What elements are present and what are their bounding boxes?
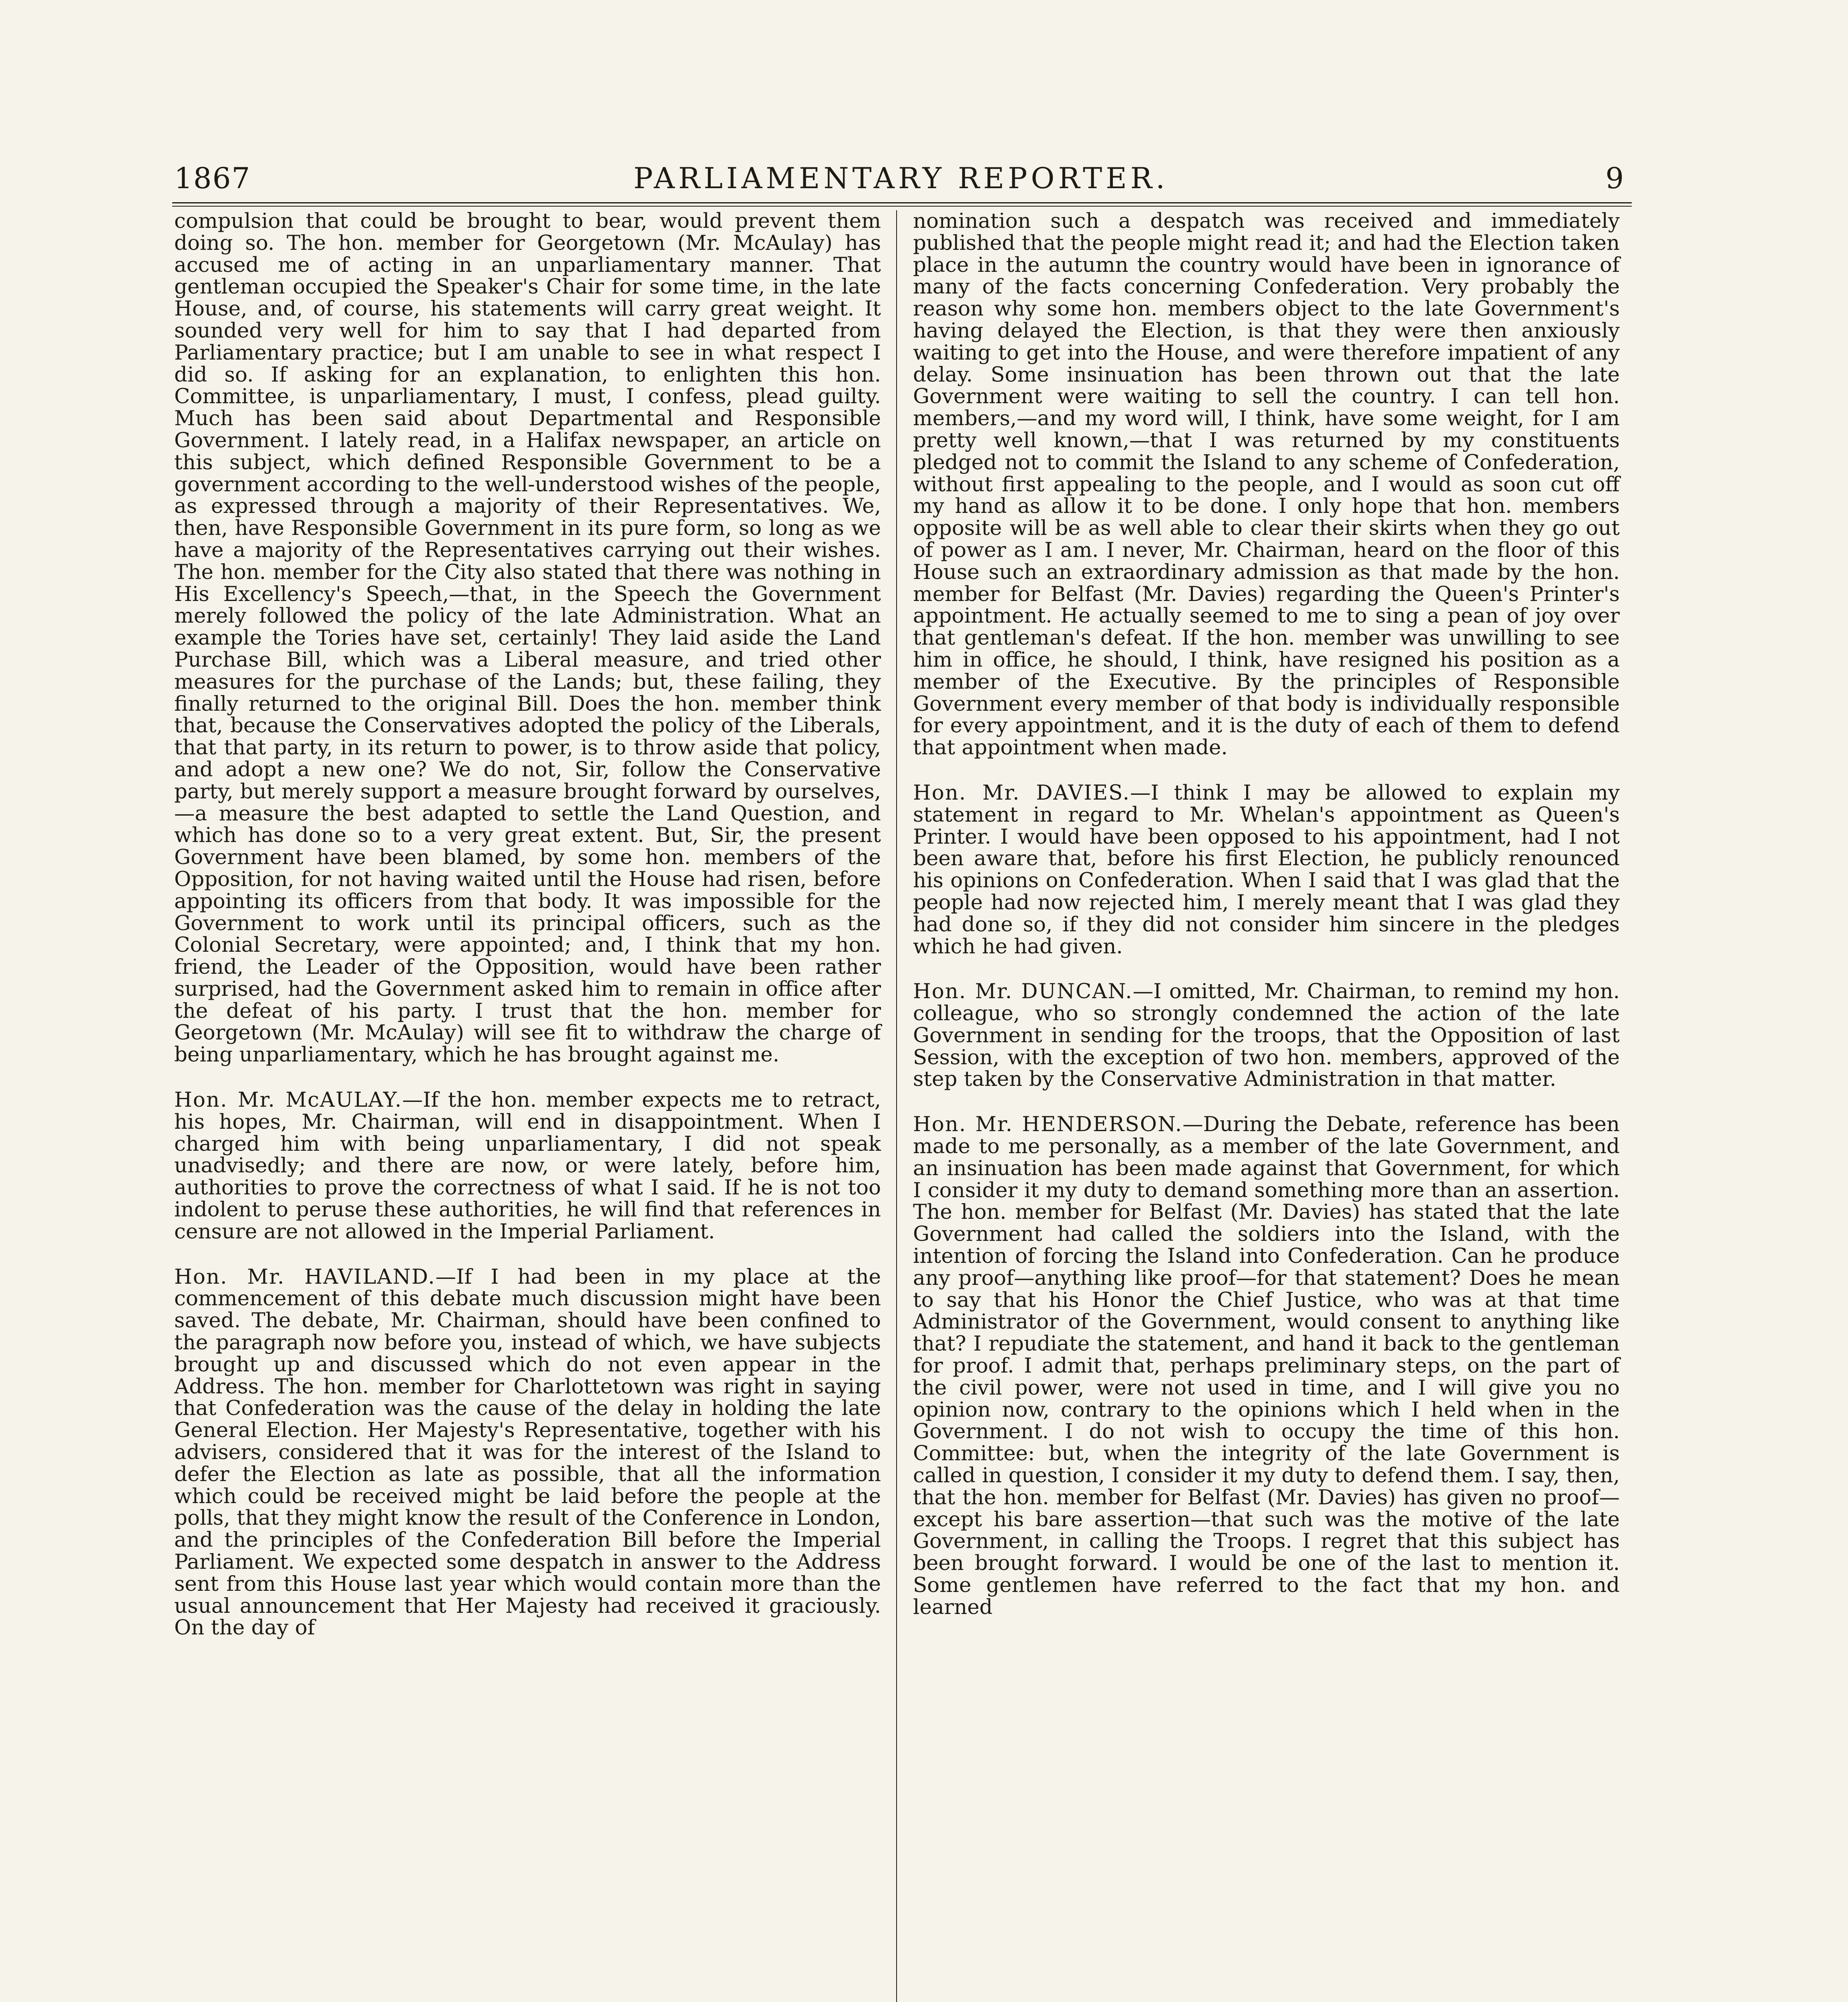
- paragraph: [174, 210, 881, 1066]
- paragraph: [913, 210, 1620, 759]
- paragraph: [913, 1114, 1620, 1618]
- paragraph-text: —I omitted, Mr. Chairman, to remind my hon. colleague, who so strongly condemned the action of the late Government in sending for the troops, that the Opposition of last Session, with the exception of two hon. members, approved of the step taken by the Conservative Administration in that matter.: [913, 979, 1620, 1091]
- speaker-name: Hon. Mr. DAVIES.: [913, 780, 1130, 805]
- paragraph-text: —If the hon. member expects me to retract, his hopes, Mr. Chairman, will end in disappointment. When I charged him with being unparliamentary, I did not speak unadvisedly; and there are now, or were lately, before him, authorities to prove the correctness of what I said. If he is not too indolent to peruse these authorities, he will find that references in censure are not allowed in the Imperial Parliament.: [174, 1088, 881, 1244]
- paragraph: [174, 1266, 881, 1639]
- running-head: [174, 158, 1628, 198]
- paragraph: [913, 782, 1620, 957]
- paragraph-text: nomination such a despatch was received and immediately published that the people might read it; and had the Election taken place in the autumn the country would have been in ignorance of many of the facts concerning Confederation. Very probably the reason why some hon. members object to the late Government's having delayed the Election, is that they were then anxiously waiting to get into the House, and were therefore impatient of any delay. Some insinuation has been thrown out that the late Government were waiting to sell the country. I can tell hon. members,—and my word will, I think, have some weight, for I am pretty well known,—that I was returned by my constituents pledged not to commit the Island to any scheme of Confederation, without first appealing to the people, and I would as soon cut off my hand as allow it to be done. I only hope that hon. members opposite will be as well able to clear their skirts when they go out of power as I am. I never, Mr. Chairman, heard on the floor of this House such an extraordinary admission as that made by the hon. member for Belfast (Mr. Davies) regarding the Queen's Printer's appointment. He actually seemed to me to sing a pean of joy over that gentleman's defeat. If the hon. member was unwilling to see him in office, he should, I think, have resigned his position as a member of the Executive. By the principles of Responsible Government every member of that body is individually responsible for every appointment, and it is the duty of each of them to defend that appointment when made.: [913, 209, 1620, 760]
- speaker-name: Hon. Mr. McAULAY.: [174, 1088, 402, 1112]
- paragraph-text: —If I had been in my place at the commencement of this debate much discussion might have been saved. The debate, Mr. Chairman, should have been confined to the paragraph now before you, instead of which, we have subjects brought up and discussed which do not even appear in the Address. The hon. member for Charlottetown was right in saying that Confederation was the cause of the delay in holding the late General Election. Her Majesty's Representative, together with his advisers, considered that it was for the interest of the Island to defer the Election as late as possible, that all the information which could be received might be laid before the people at the polls, that they might know the result of the Conference in London, and the principles of the Confederation Bill before the Imperial Parliament. We expected some despatch in answer to the Address sent from this House last year which would contain more than the usual announcement that Her Majesty had received it graciously. On the day of: [174, 1264, 881, 1640]
- column-divider: [896, 210, 897, 2002]
- speaker-name: Hon. Mr. HENDERSON.: [913, 1112, 1183, 1137]
- speaker-name: Hon. Mr. DUNCAN.: [913, 979, 1133, 1004]
- paragraph: [913, 981, 1620, 1090]
- header-year: 1867: [174, 161, 251, 195]
- page-number: 9: [1605, 161, 1624, 195]
- speaker-name: Hon. Mr. HAVILAND.: [174, 1264, 436, 1289]
- paragraph-text: compulsion that could be brought to bear, would prevent them doing so. The hon. member for Georgetown (Mr. McAulay) has accused me of acting in an unparliamentary manner. That gentleman occupied the Speaker's Chair for some time, in the late House, and, of course, his statements will carry great weight. It sounded very well for him to say that I had departed from Parliamentary practice; but I am unable to see in what respect I did so. If asking for an explanation, to enlighten this hon. Committee, is unparliamentary, I must, I confess, plead guilty. Much has been said about Departmental and Responsible Government. I lately read, in a Halifax newspaper, an article on this subject, which defined Responsible Government to be a government according to the well-understood wishes of the people, as expressed through a majority of their Representatives. We, then, have Responsible Government in its pure form, so long as we have a majority of the Representatives carrying out their wishes. The hon. member for the City also stated that there was nothing in His Excellency's Speech,—that, in the Speech the Government merely followed the policy of the late Administration. What an example the Tories have set, certainly! They laid aside the Land Purchase Bill, which was a Liberal measure, and tried other measures for the purchase of the Lands; but, these failing, they finally returned to the original Bill. Does the hon. member think that, because the Conservatives adopted the policy of the Liberals, that that party, in its return to power, is to throw aside that policy, and adopt a new one? We do not, Sir, follow the Conservative party, but merely support a measure brought forward by ourselves,—a measure the best adapted to settle the Land Question, and which has done so to a very great extent. But, Sir, the present Government have been blamed, by some hon. members of the Opposition, for not having waited until the House had risen, before appointing its officers from that body. It was impossible for the Government to work until its principal officers, such as the Colonial Secretary, were appointed; and, I think that my hon. friend, the Leader of the Opposition, would have been rather surprised, had the Government asked him to remain in office after the defeat of his party. I trust that the hon. member for Georgetown (Mr. McAulay) will see fit to withdraw the charge of being unparliamentary, which he has brought against me.: [174, 209, 881, 1067]
- header-rule: [172, 202, 1632, 207]
- right-column: [913, 210, 1620, 2002]
- paragraph-text: —I think I may be allowed to explain my statement in regard to Mr. Whelan's appointment as Queen's Printer. I would have been opposed to his appointment, had I not been aware that, before his first Election, he publicly renounced his opinions on Confederation. When I said that I was glad that the people had now rejected him, I merely meant that I was glad they had done so, if they did not consider him sincere in the pledges which he had given.: [913, 780, 1620, 959]
- paragraph-text: —During the Debate, reference has been made to me personally, as a member of the late Government, and an insinuation has been made against that Government, for which I consider it my duty to demand something more than an assertion. The hon. member for Belfast (Mr. Davies) has stated that the late Government had called the soldiers into the Island, with the intention of forcing the Island into Confederation. Can he produce any proof—anything like proof—for that statement? Does he mean to say that his Honor the Chief Justice, who was at that time Administrator of the Government, would consent to anything like that? I repudiate the statement, and hand it back to the gentleman for proof. I admit that, perhaps preliminary steps, on the part of the civil power, were not used in time, and I will give you no opinion now, contrary to the opinions which I held when in the Government. I do not wish to occupy the time of this hon. Committee: but, when the integrity of the late Government is called in question, I consider it my duty to defend them. I say, then, that the hon. member for Belfast (Mr. Davies) has given no proof—except his bare assertion—that such was the motive of the late Government, in calling the Troops. I regret that this subject has been brought forward. I would be one of the last to mention it. Some gentlemen have referred to the fact that my hon. and learned: [913, 1112, 1620, 1619]
- left-column: [174, 210, 881, 2002]
- paragraph: [174, 1089, 881, 1243]
- header-title: PARLIAMENTARY REPORTER.: [633, 161, 1168, 195]
